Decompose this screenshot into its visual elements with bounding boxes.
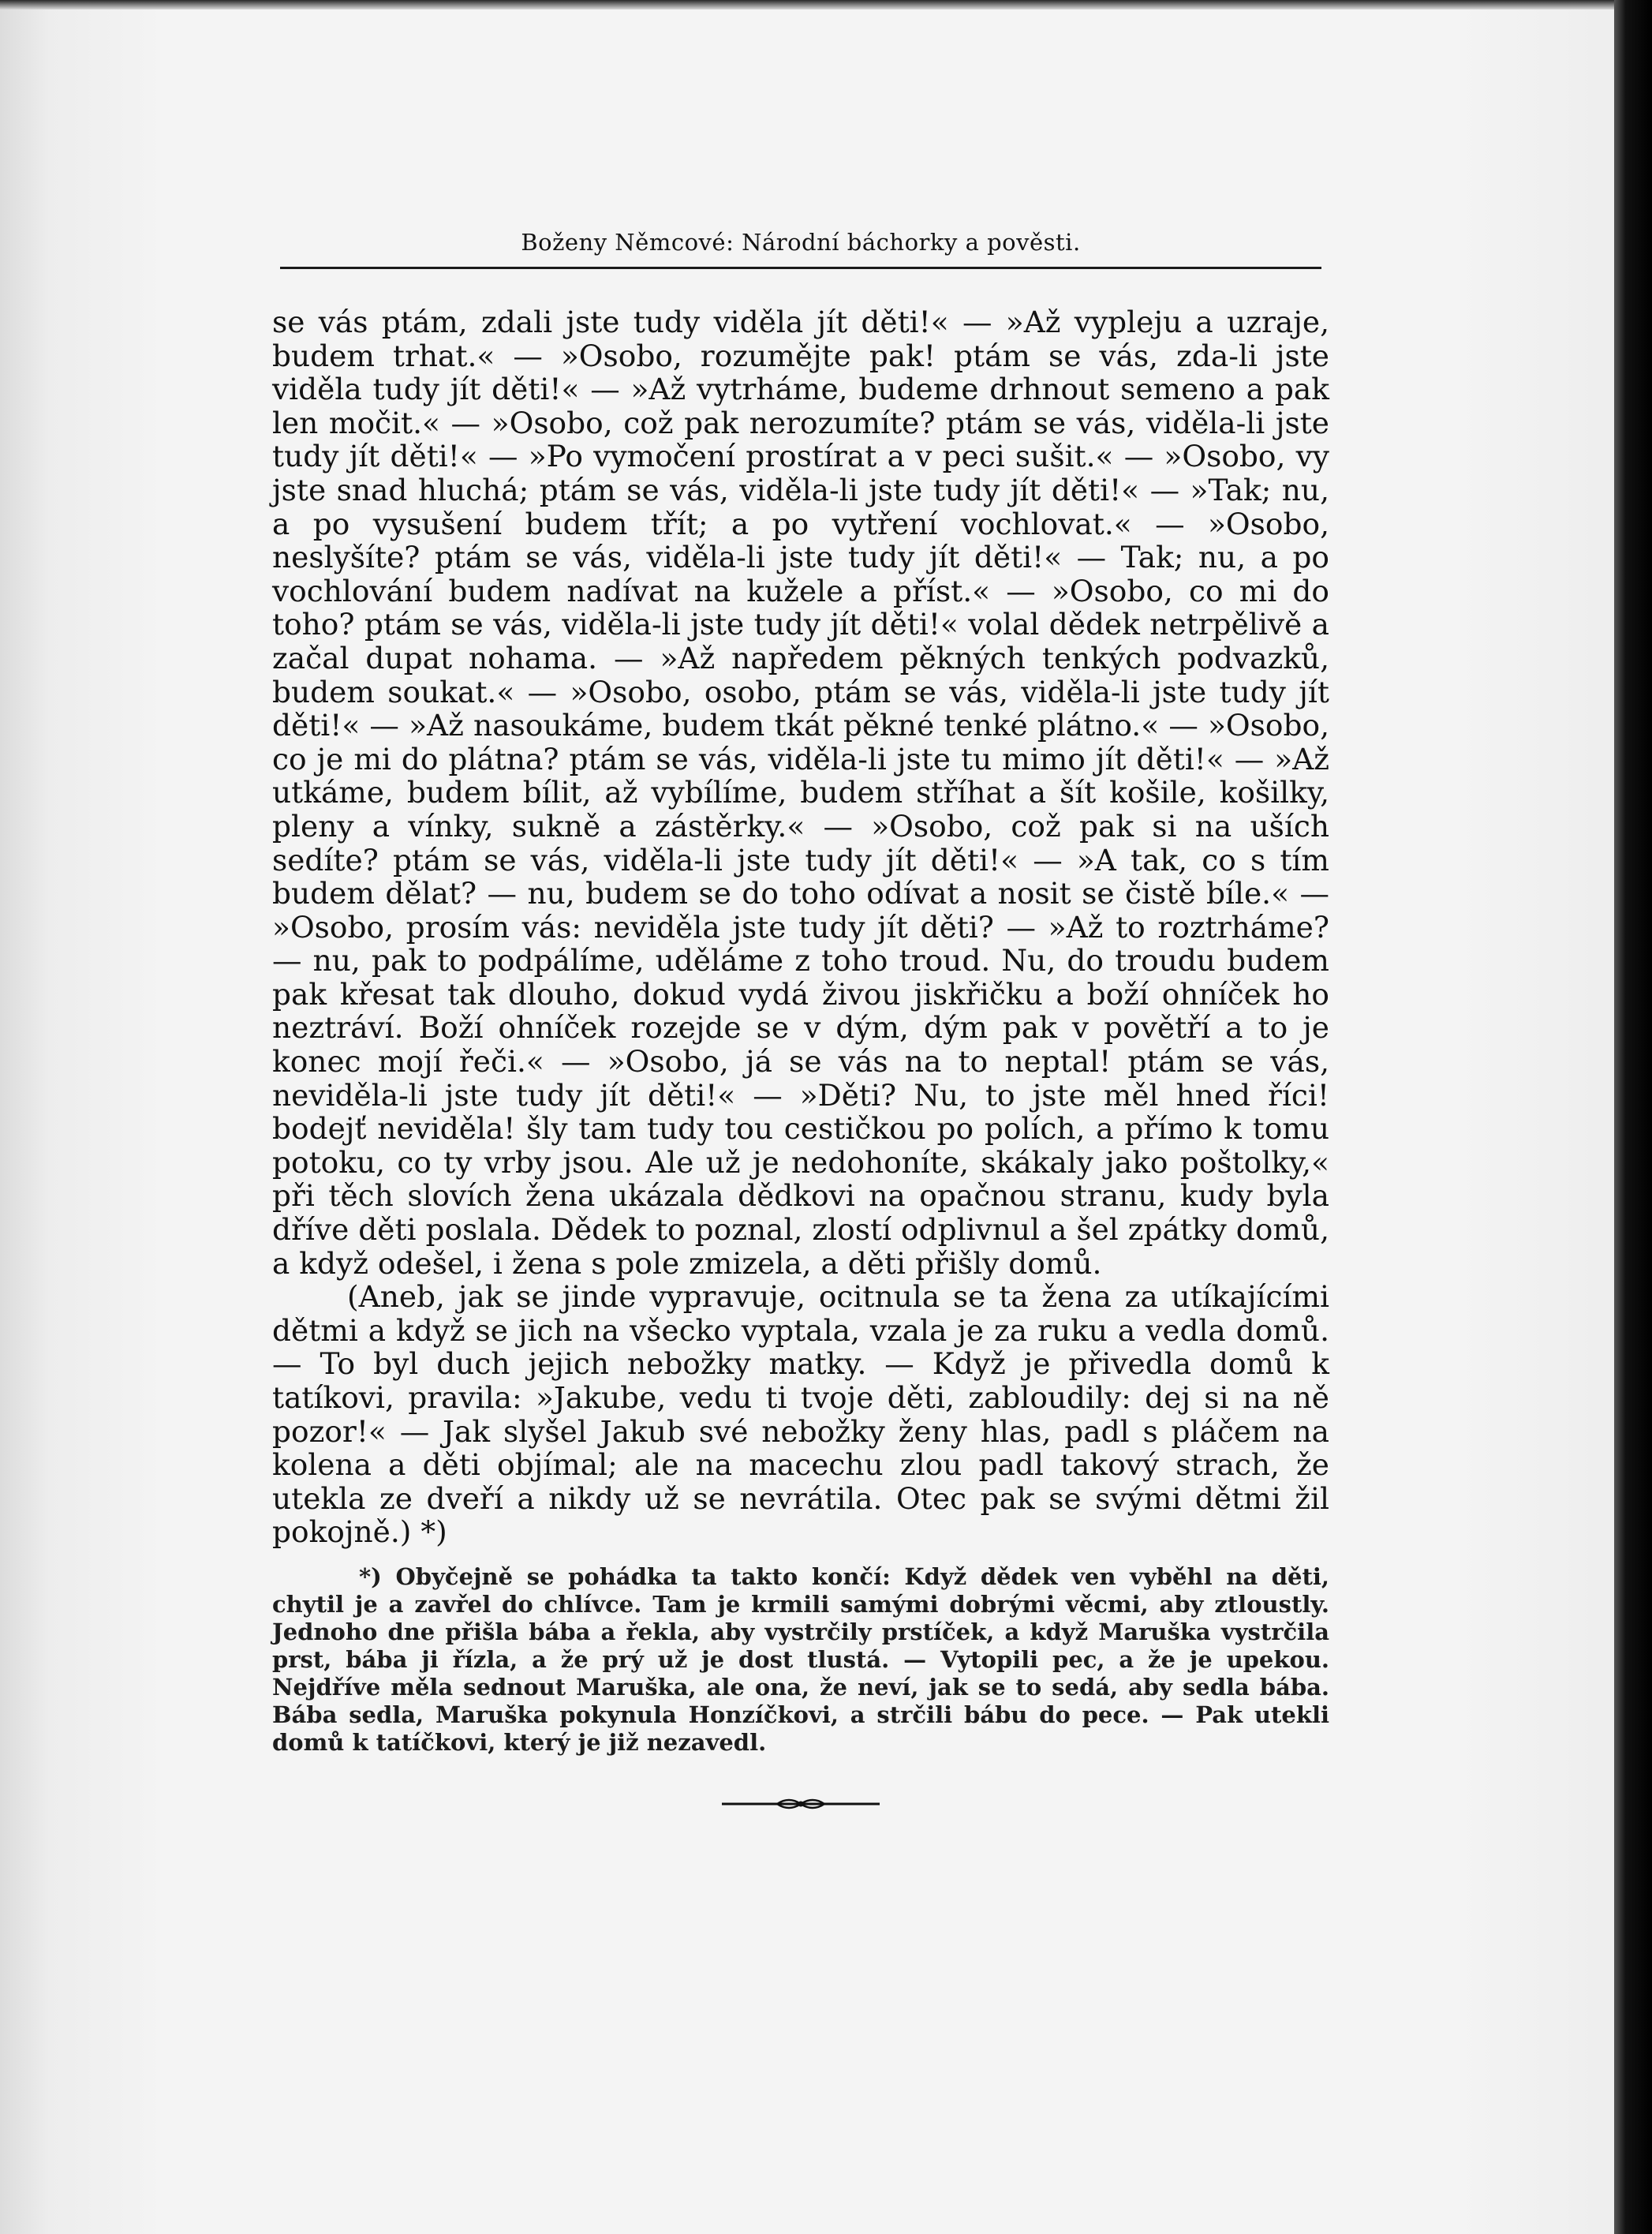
main-text bbox=[272, 305, 1329, 1549]
scan-right-edge bbox=[1614, 0, 1652, 2234]
book-page bbox=[272, 229, 1329, 1813]
running-header: Boženy Němcové: Národní báchorky a pověsti. bbox=[280, 229, 1321, 269]
scan-top-edge bbox=[0, 0, 1652, 9]
paragraph-alternative-ending: (Aneb, jak se jinde vypravuje, ocitnula se ta žena za utíkajícími dětmi a když se jich na všecko vyptala, vzala je za ruku a vedla domů. — To byl duch jejich nebožky matky. — Když je přivedla domů k tatíkovi, pravila: »Jakube, vedu ti tvoje děti, zabloudily: dej si na ně pozor!« — Jak slyšel Jakub své nebožky ženy hlas, padl s pláčem na kolena a děti objímal; ale na macechu zlou padl takový strach, že utekla ze dveří a nikdy už se nevrátila. Otec pak se svými dětmi žil pokojně.) *) bbox=[272, 1279, 1329, 1550]
footnote: *) Obyčejně se pohádka ta takto končí: Když dědek ven vyběhl na děti, chytil je a zavřel do chlívce. Tam je krmili samými dobrými věcmi, aby ztloustly. Jednoho dne přišla bába a řekla, aby vystrčily prstíček, a když Maruška vystrčila prst, bába ji řízla, a že prý už je dost tlustá. — Vytopili pec, a že je upekou. Nejdříve měla sednout Maruška, ale ona, že neví, jak se to sedá, aby sedla bába. Bába sedla, Maruška pokynula Honzíčkovi, a strčili bábu do pece. — Pak utekli domů k tatíčkovi, který je již nezavedl. bbox=[272, 1562, 1329, 1756]
paragraph-dialogue: se vás ptám, zdali jste tudy viděla jít děti!« — »Až vypleju a uzraje, budem trhat.« — »Osobo, rozumějte pak! ptám se vás, zda-li jste viděla tudy jít děti!« — »Až vytrháme, budeme drhnout semeno a pak len močit.« — »Osobo, což pak nerozumíte? ptám se vás, viděla-li jste tudy jít děti!« — »Po vymočení prostírat a v peci sušit.« — »Osobo, vy jste snad hluchá; ptám se vás, viděla-li jste tudy jít děti!« — »Tak; nu, a po vysušení budem třít; a po vytření vochlovat.« — »Osobo, neslyšíte? ptám se vás, viděla-li jste tudy jít děti!« — Tak; nu, a po vochlování budem nadívat na kužele a příst.« — »Osobo, co mi do toho? ptám se vás, viděla-li jste tudy jít děti!« volal dědek netrpělivě a začal dupat nohama. — »Až napředem pěkných tenkých podvazků, budem soukat.« — »Osobo, osobo, ptám se vás, viděla-li jste tudy jít děti!« — »Až nasoukáme, budem tkát pěkné tenké plátno.« — »Osobo, co je mi do plátna? ptám se vás, viděla-li jste tu mimo jít děti!« — »Až utkáme, budem bílit, až vybílíme, budem stříhat a šít košile, košilky, pleny a vínky, sukně a zástěrky.« — »Osobo, což pak si na uších sedíte? ptám se vás, viděla-li jste tudy jít děti!« — »A tak, co s tím budem dělat? — nu, budem se do toho odívat a nosit se čistě bíle.« — »Osobo, prosím vás: neviděla jste tudy jít děti? — »Až to roztrháme? — nu, pak to podpálíme, uděláme z toho troud. Nu, do troudu budem pak křesat tak dlouho, dokud vydá živou jiskřičku a boží ohníček ho neztráví. Boží ohníček rozejde se v dým, dým pak v povětří a to je konec mojí řeči.« — »Osobo, já se vás na to neptal! ptám se vás, neviděla-li jste tudy jít děti!« — »Děti? Nu, to jste měl hned říci! bodejť neviděla! šly tam tudy tou cestičkou po polích, a přímo k tomu potoku, co ty vrby jsou. Ale už je nedohoníte, skákaly jako poštolky,« při těch slovích žena ukázala dědkovi na opačnou stranu, kudy byla dříve děti poslala. Dědek to poznal, zlostí odplivnul a šel zpátky domů, a když odešel, i žena s pole zmizela, a děti přišly domů. bbox=[272, 305, 1329, 1281]
end-ornament-icon bbox=[722, 1794, 880, 1813]
